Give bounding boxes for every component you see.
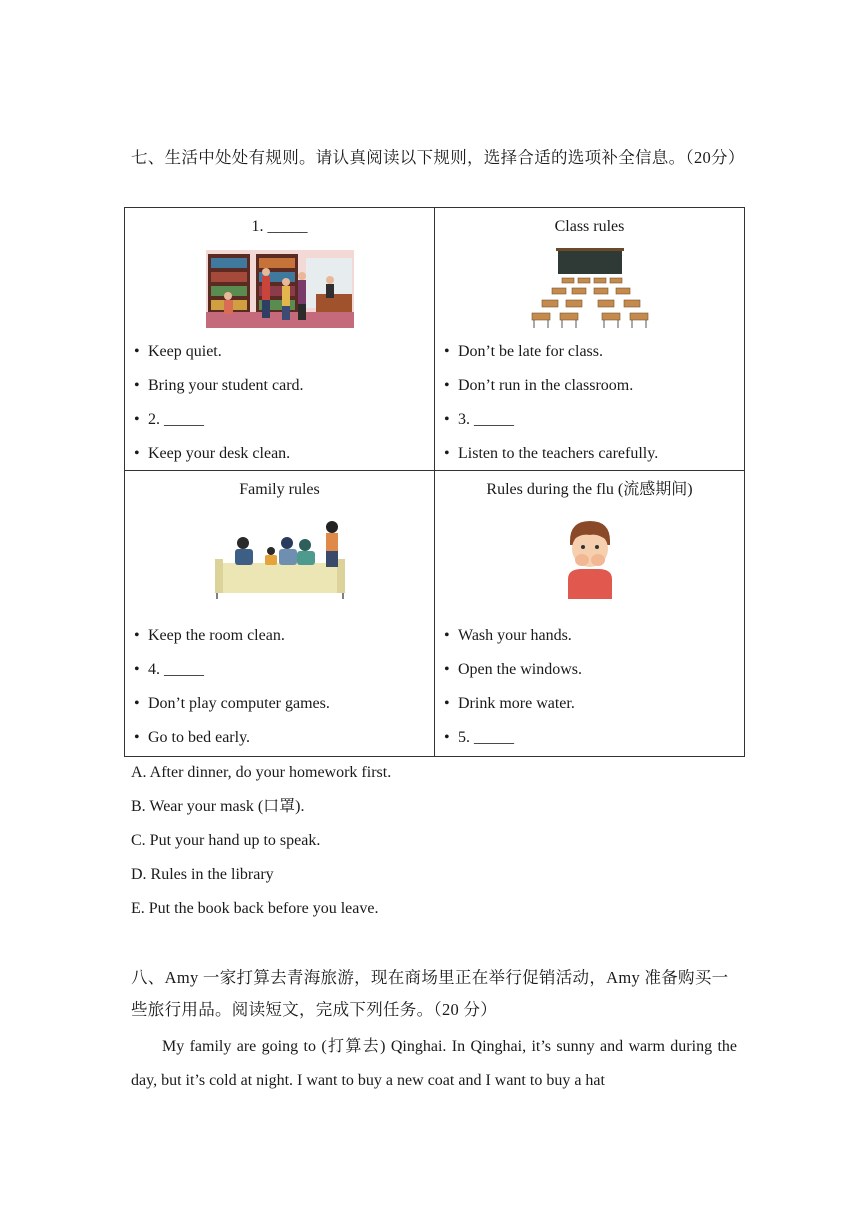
bullet-icon: • [134,377,140,394]
option-a: A. After dinner, do your homework first. [131,764,392,781]
cell-title: Rules during the flu (流感期间) [486,481,693,498]
answer-options [131,756,743,926]
cell-title: Family rules [239,481,320,498]
rule-item: • Go to bed early. [134,721,430,755]
rule-item-blank: • 3. _____ [444,403,740,437]
rule-item: • Open the windows. [444,653,740,687]
rule-item: • Keep your desk clean. [134,437,430,471]
rules-cell-library [125,208,435,471]
rules-list [134,619,430,755]
family-sofa-icon [215,519,345,599]
section-8-heading: 八、Amy 一家打算去青海旅游，现在商场里正在举行促销活动，Amy 准备购买一些旅行用品。阅读短文，完成下列任务。（20 分） [131,968,729,1019]
cell-title: Class rules [554,218,625,235]
rule-item-blank: • 4. _____ [134,653,430,687]
option-b: B. Wear your mask (口罩). [131,798,305,815]
passage-text: My family are going to (打算去) Qinghai. In Qinghai, it’s sunny and warm during the day, but it’s cold at night. I want to buy a new coat and I want to buy a hat [131,1038,737,1089]
boy-coughing-icon [562,519,618,599]
rules-list [134,335,430,471]
bullet-icon: • [444,695,450,712]
bullet-icon: • [134,695,140,712]
rule-item: • Wash your hands. [444,619,740,653]
library-scene-icon [206,250,354,328]
section-7-heading: 七、生活中处处有规则。请认真阅读以下规则，选择合适的选项补全信息。（20分） [131,148,745,167]
bullet-icon: • [134,445,140,462]
rules-list [444,335,740,471]
rule-item-blank: • 5. _____ [444,721,740,755]
bullet-icon: • [134,661,140,678]
bullet-icon: • [444,729,450,746]
rules-cell-class [435,208,745,471]
bullet-icon: • [134,627,140,644]
rules-cell-flu [435,471,745,757]
option-c: C. Put your hand up to speak. [131,832,321,849]
reading-passage [131,1030,737,1098]
bullet-icon: • [444,661,450,678]
classroom-desks-icon [528,248,652,328]
rule-item: • Keep quiet. [134,335,430,369]
rule-item: • Don’t be late for class. [444,335,740,369]
option-d: D. Rules in the library [131,866,274,883]
rule-item: • Don’t play computer games. [134,687,430,721]
rules-cell-family [125,471,435,757]
bullet-icon: • [444,445,450,462]
rule-item: • Drink more water. [444,687,740,721]
bullet-icon: • [444,627,450,644]
rule-item-blank: • 2. _____ [134,403,430,437]
bullet-icon: • [134,343,140,360]
bullet-icon: • [134,411,140,428]
cell-title: 1. _____ [251,218,308,235]
rule-item: • Don’t run in the classroom. [444,369,740,403]
bullet-icon: • [134,729,140,746]
option-e: E. Put the book back before you leave. [131,900,379,917]
bullet-icon: • [444,377,450,394]
rule-item: • Listen to the teachers carefully. [444,437,740,471]
bullet-icon: • [444,343,450,360]
bullet-icon: • [444,411,450,428]
rules-table [124,207,745,757]
rules-list [444,619,740,755]
rule-item: • Bring your student card. [134,369,430,403]
rule-item: • Keep the room clean. [134,619,430,653]
